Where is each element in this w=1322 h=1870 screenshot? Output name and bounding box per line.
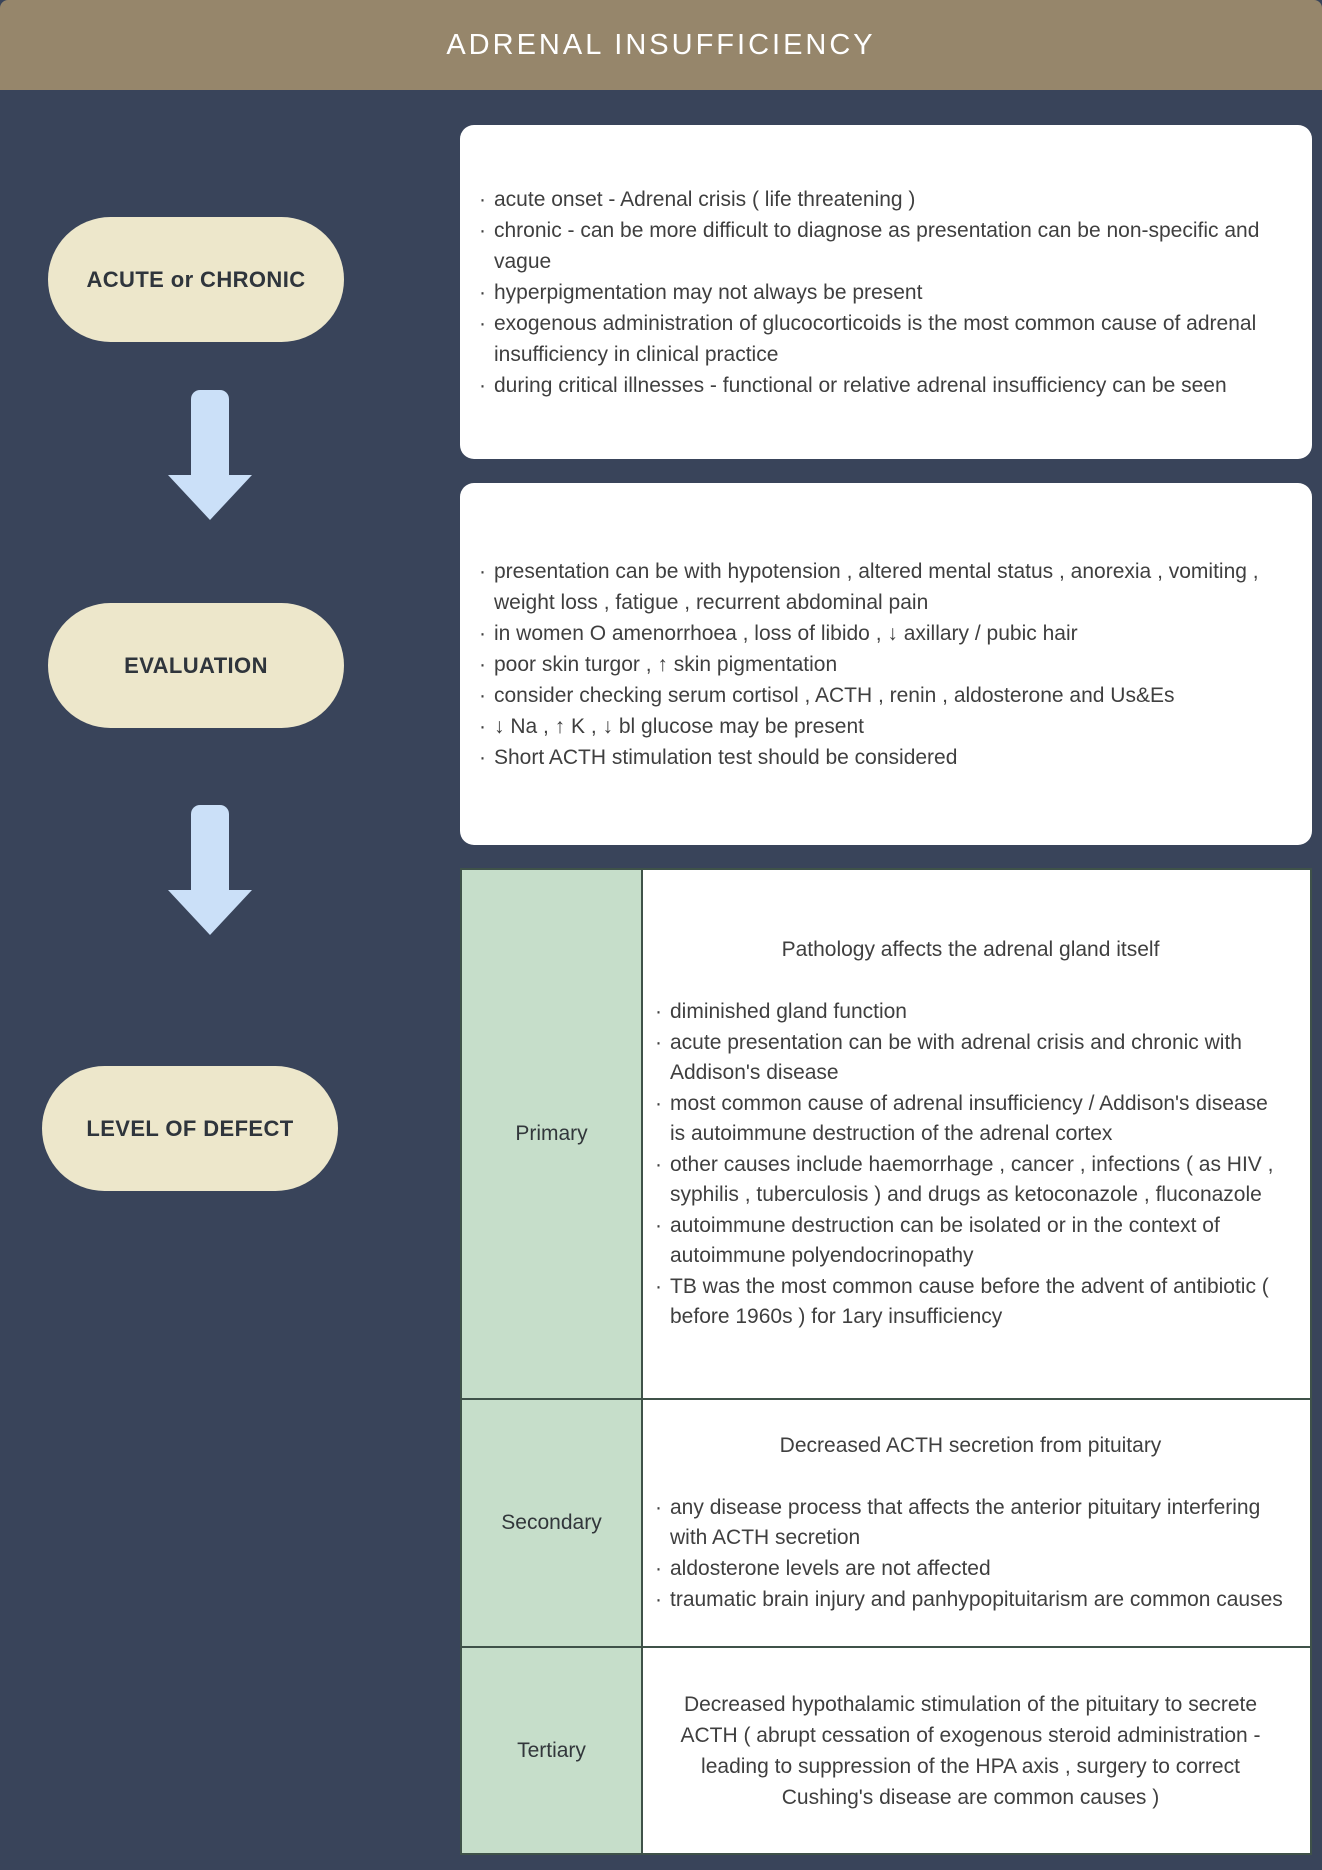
arrow-stem xyxy=(191,805,229,890)
level-cell-tertiary xyxy=(462,1648,643,1853)
tertiary-description: Decreased hypothalamic stimulation of the pituitary to secrete ACTH ( abrupt cessation of exogenous steroid administration -leading to suppression of the HPA axis , surgery to correct Cushing's disease are common causes ) xyxy=(680,1692,1261,1809)
level-cell-primary xyxy=(462,870,643,1398)
arrow-stem xyxy=(191,390,229,475)
defect-table xyxy=(460,868,1312,1855)
down-arrow-icon xyxy=(168,805,252,935)
bullet-item: · TB was the most common cause before the advent of antibiotic ( before 1960s ) for 1ary insufficiency xyxy=(653,1272,1288,1332)
bullet-item: · hyperpigmentation may not always be present xyxy=(479,277,1286,308)
level-label: Primary xyxy=(515,1122,588,1145)
bullet-item: · aldosterone levels are not affected xyxy=(653,1554,1288,1584)
arrow-head xyxy=(168,890,252,935)
bullet-item: · any disease process that affects the anterior pituitary interfering with ACTH secretion xyxy=(653,1493,1288,1553)
level-label: Secondary xyxy=(501,1511,602,1534)
bullet-item: · in women O amenorrhoea , loss of libido , ↓ axillary / pubic hair xyxy=(479,618,1286,649)
bullet-item: · poor skin turgor , ↑ skin pigmentation xyxy=(479,649,1286,680)
flow-pill-label: ACUTE or CHRONIC xyxy=(86,266,306,292)
flow-pill-acute-or-chronic xyxy=(48,217,344,342)
defect-row-tertiary xyxy=(462,1648,1310,1853)
bullet-item: · chronic - can be more difficult to diagnose as presentation can be non-specific and vague xyxy=(479,215,1286,277)
bullet-item: · ↓ Na , ↑ K , ↓ bl glucose may be present xyxy=(479,711,1286,742)
level-label: Tertiary xyxy=(517,1738,586,1762)
bullet-item: · traumatic brain injury and panhypopituitarism are common causes xyxy=(653,1585,1288,1615)
detail-cell-secondary xyxy=(643,1400,1310,1646)
bullet-item: · diminished gland function xyxy=(653,997,1288,1027)
cell-heading: Pathology affects the adrenal gland itself xyxy=(781,938,1160,961)
info-box-evaluation xyxy=(460,483,1312,845)
flow-pill-label: LEVEL OF DEFECT xyxy=(86,1115,294,1141)
bullet-item: · autoimmune destruction can be isolated or in the context of autoimmune polyendocrinopathy xyxy=(653,1211,1288,1271)
flow-pill-level-of-defect xyxy=(42,1066,338,1191)
bullet-list xyxy=(653,1492,1288,1616)
bullet-item: · exogenous administration of glucocorticoids is the most common cause of adrenal insufficiency in clinical practice xyxy=(479,308,1286,370)
bullet-list xyxy=(653,996,1288,1333)
down-arrow-icon xyxy=(168,390,252,520)
page-title: ADRENAL INSUFFICIENCY xyxy=(446,28,876,61)
level-cell-secondary xyxy=(462,1400,643,1646)
bullet-item: · acute onset - Adrenal crisis ( life threatening ) xyxy=(479,184,1286,215)
detail-cell-primary xyxy=(643,870,1310,1398)
bullet-item: · Short ACTH stimulation test should be considered xyxy=(479,742,1286,773)
detail-cell-tertiary xyxy=(643,1648,1310,1853)
cell-heading: Decreased ACTH secretion from pituitary xyxy=(779,1433,1162,1457)
bullet-item: · presentation can be with hypotension , altered mental status , anorexia , vomiting , weight loss , fatigue , recurrent abdominal pain xyxy=(479,556,1286,618)
header-bar xyxy=(0,0,1322,90)
bullet-item: · acute presentation can be with adrenal crisis and chronic with Addison's disease xyxy=(653,1028,1288,1088)
info-box-acute-chronic xyxy=(460,125,1312,459)
bullet-item: · most common cause of adrenal insufficiency / Addison's disease is autoimmune destruction of the adrenal cortex xyxy=(653,1089,1288,1149)
bullet-item: · consider checking serum cortisol , ACTH , renin , aldosterone and Us&Es xyxy=(479,680,1286,711)
arrow-head xyxy=(168,475,252,520)
flow-pill-label: EVALUATION xyxy=(124,652,268,678)
defect-row-primary xyxy=(462,870,1310,1400)
bullet-item: · during critical illnesses - functional or relative adrenal insufficiency can be seen xyxy=(479,370,1286,401)
bullet-item: · other causes include haemorrhage , cancer , infections ( as HIV , syphilis , tuberculosis ) and drugs as ketoconazole , fluconazole xyxy=(653,1150,1288,1210)
defect-row-secondary xyxy=(462,1400,1310,1648)
flow-pill-evaluation xyxy=(48,603,344,728)
